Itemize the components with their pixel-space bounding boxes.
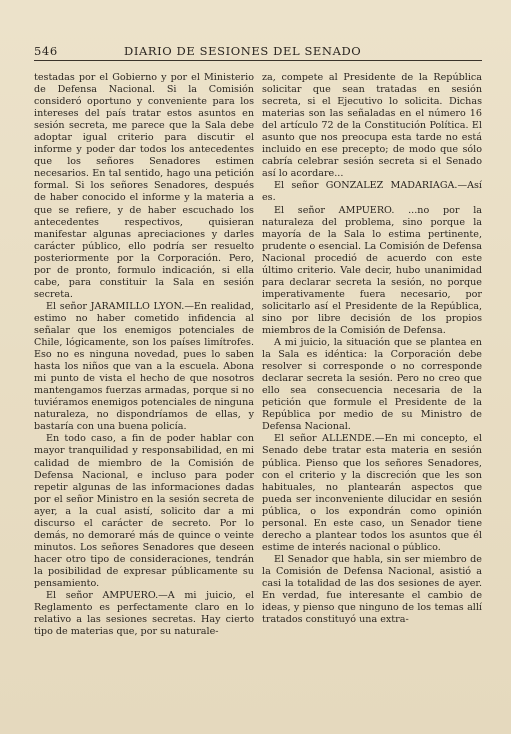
paragraph: testadas por el Gobierno y por el Ministerio de Defensa Nacional. Si la Comisión consideró oportuno y conveniente para los intereses del país tratar estos asuntos en sesión secreta, me parece que la Sala debe adoptar igual criterio para discutir el informe y poder dar todos los antecedentes que los señores Senadores estimen necesarios. En tal sentido, hago una petición formal. Si los señores Senadores, después de haber conocido el informe y la materia a que se refiere, y de haber escuchado los antecedentes respectivos, quisieran manifestar algunas apreciaciones y darles carácter público, ello podría ser resuelto posteriormente por la Corporación. Pero, por de pronto, formulo indicación, si ella cabe, para constituir la Sala en sesión secreta. (34, 72, 254, 300)
right-column (262, 72, 482, 626)
page-header (34, 44, 482, 60)
paragraph: El señor AMPUERO.—A mi juicio, el Reglamento es perfectamente claro en lo relativo a las sesiones secretas. Hay cierto tipo de materias que, por su naturale- (34, 590, 254, 638)
paragraph: El Senador que habla, sin ser miembro de la Comisión de Defensa Nacional, asistió a casi la totalidad de las dos sesiones de ayer. En verdad, fue interesante el cambio de ideas, y pienso que ninguno de los temas allí tratados constituyó una extra- (262, 553, 482, 626)
page-number: 546 (34, 44, 58, 58)
paragraph: El señor JARAMILLO LYON.—En realidad, estimo no haber cometido infidencia al señalar que los enemigos potenciales de Chile, lógicamente, son los países limítrofes. Eso no es ninguna novedad, pues lo saben hasta los niños que van a la escuela. Abona mi punto de vista el hecho de que nosotros mantengamos fuerzas armadas, porque si no tuviéramos enemigos potenciales de ninguna naturaleza, no dispondríamos de ellas, y bastaría con una buena policía. (34, 300, 254, 433)
header-rule (34, 60, 482, 61)
paragraph: En todo caso, a fin de poder hablar con mayor tranquilidad y responsabilidad, en mi calidad de miembro de la Comisión de Defensa Nacional, e incluso para poder repetir algunas de las informaciones dadas por el señor Ministro en la sesión secreta de ayer, a la cual asistí, solicito dar a mi discurso el carácter de secreto. Por lo demás, no demoraré más de quince o veinte minutos. Los señores Senadores que deseen hacer otro tipo de consideraciones, tendrán la posibilidad de expresar públicamente su pensamiento. (34, 433, 254, 589)
paragraph: za, compete al Presidente de la República solicitar que sean tratadas en sesión secreta, si el Ejecutivo lo solicita. Dichas materias son las señaladas en el número 16 del artículo 72 de la Constitución Política. El asunto que nos preocupa esta tarde no está incluido en ese precepto; de modo que sólo cabría celebrar sesión secreta si el Senado así lo acordare... (262, 72, 482, 180)
paragraph: El señor GONZALEZ MADARIAGA.—Así es. (262, 180, 482, 204)
paragraph: El señor AMPUERO. ...no por la naturaleza del problema, sino porque la mayoría de la Sala lo estima pertinente, prudente o esencial. La Comisión de Defensa Nacional procedió de acuerdo con este último criterio. Vale decir, hubo unanimidad para declarar secreta la sesión, no porque imperativamente fuera necesario, por solicitarlo así el Presidente de la República, sino por libre decisión de los propios miembros de la Comisión de Defensa. (262, 204, 482, 336)
paragraph: El señor ALLENDE.—En mi concepto, el Senado debe tratar esta materia en sesión pública. Pienso que los señores Senadores, con el criterio y la discreción que les son habituales, no plantearán aspectos que pueda ser inconveniente dilucidar en sesión pública, o los expondrán como opinión personal. En este caso, un Senador tiene derecho a plantear todos los asuntos que él estime de interés nacional o público. (262, 433, 482, 553)
running-title: DIARIO DE SESIONES DEL SENADO (124, 44, 362, 58)
left-column (34, 72, 254, 638)
paragraph: A mi juicio, la situación que se plantea en la Sala es idéntica: la Corporación debe resolver si corresponde o no corresponde declarar secreta la sesión. Pero no creo que ello sea consecuencia necesaria de la petición que formule el Presidente de la República por medio de su Ministro de Defensa Nacional. (262, 337, 482, 433)
